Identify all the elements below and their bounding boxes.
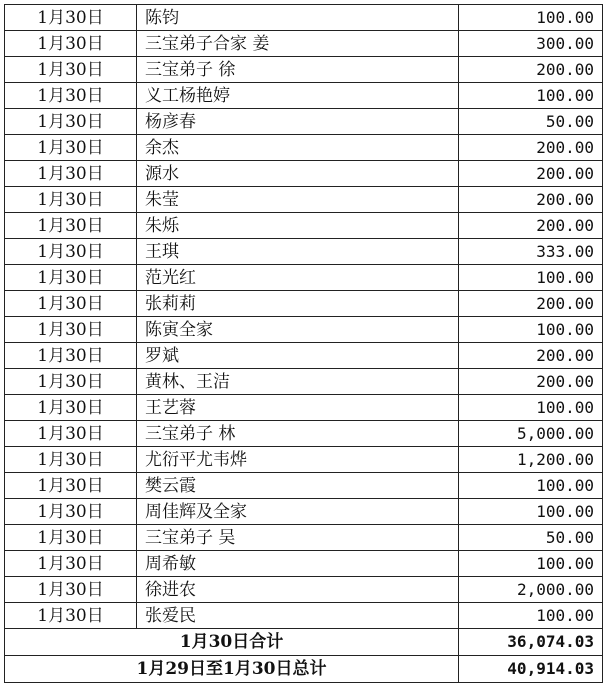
total-amount: 40,914.03 [459, 656, 603, 683]
table-row [5, 5, 603, 31]
table-row [5, 447, 603, 473]
date-cell: 1月30日 [5, 291, 137, 317]
table-row [5, 499, 603, 525]
name-cell: 源水 [137, 161, 459, 187]
amount-cell: 200.00 [459, 291, 603, 317]
date-cell: 1月30日 [5, 135, 137, 161]
table-row [5, 317, 603, 343]
table-row [5, 369, 603, 395]
table-row [5, 265, 603, 291]
date-cell: 1月30日 [5, 395, 137, 421]
ledger-body [5, 5, 603, 683]
name-cell: 三宝弟子 林 [137, 421, 459, 447]
table-row [5, 421, 603, 447]
name-cell: 黄林、王洁 [137, 369, 459, 395]
date-cell: 1月30日 [5, 31, 137, 57]
date-cell: 1月30日 [5, 421, 137, 447]
amount-cell: 200.00 [459, 343, 603, 369]
name-cell: 朱烁 [137, 213, 459, 239]
amount-cell: 100.00 [459, 5, 603, 31]
amount-cell: 300.00 [459, 31, 603, 57]
name-cell: 陈钧 [137, 5, 459, 31]
amount-cell: 5,000.00 [459, 421, 603, 447]
total-amount: 36,074.03 [459, 629, 603, 656]
name-cell: 三宝弟子合家 姜 [137, 31, 459, 57]
amount-cell: 200.00 [459, 187, 603, 213]
total-row [5, 629, 603, 656]
amount-cell: 100.00 [459, 265, 603, 291]
amount-cell: 2,000.00 [459, 577, 603, 603]
table-row [5, 577, 603, 603]
amount-cell: 100.00 [459, 499, 603, 525]
date-cell: 1月30日 [5, 369, 137, 395]
amount-cell: 50.00 [459, 109, 603, 135]
date-cell: 1月30日 [5, 499, 137, 525]
amount-cell: 200.00 [459, 161, 603, 187]
total-label: 1月30日合计 [5, 629, 459, 656]
name-cell: 周希敏 [137, 551, 459, 577]
amount-cell: 100.00 [459, 473, 603, 499]
date-cell: 1月30日 [5, 603, 137, 629]
table-row [5, 213, 603, 239]
donation-ledger-table [4, 4, 603, 683]
name-cell: 朱莹 [137, 187, 459, 213]
name-cell: 王艺蓉 [137, 395, 459, 421]
name-cell: 余杰 [137, 135, 459, 161]
date-cell: 1月30日 [5, 161, 137, 187]
name-cell: 尤衍平尤韦烨 [137, 447, 459, 473]
total-label: 1月29日至1月30日总计 [5, 656, 459, 683]
table-row [5, 31, 603, 57]
date-cell: 1月30日 [5, 239, 137, 265]
date-cell: 1月30日 [5, 109, 137, 135]
amount-cell: 200.00 [459, 135, 603, 161]
amount-cell: 200.00 [459, 213, 603, 239]
date-cell: 1月30日 [5, 187, 137, 213]
table-row [5, 291, 603, 317]
name-cell: 陈寅全家 [137, 317, 459, 343]
table-row [5, 239, 603, 265]
date-cell: 1月30日 [5, 577, 137, 603]
date-cell: 1月30日 [5, 83, 137, 109]
amount-cell: 200.00 [459, 57, 603, 83]
amount-cell: 200.00 [459, 369, 603, 395]
name-cell: 三宝弟子 吴 [137, 525, 459, 551]
name-cell: 范光红 [137, 265, 459, 291]
amount-cell: 50.00 [459, 525, 603, 551]
date-cell: 1月30日 [5, 57, 137, 83]
table-row [5, 551, 603, 577]
table-row [5, 343, 603, 369]
date-cell: 1月30日 [5, 525, 137, 551]
name-cell: 樊云霞 [137, 473, 459, 499]
table-row [5, 135, 603, 161]
name-cell: 张爱民 [137, 603, 459, 629]
name-cell: 罗斌 [137, 343, 459, 369]
date-cell: 1月30日 [5, 473, 137, 499]
amount-cell: 100.00 [459, 317, 603, 343]
name-cell: 义工杨艳婷 [137, 83, 459, 109]
table-row [5, 161, 603, 187]
amount-cell: 1,200.00 [459, 447, 603, 473]
name-cell: 杨彦春 [137, 109, 459, 135]
table-row [5, 395, 603, 421]
table-row [5, 603, 603, 629]
table-row [5, 57, 603, 83]
amount-cell: 100.00 [459, 603, 603, 629]
name-cell: 张莉莉 [137, 291, 459, 317]
table-row [5, 525, 603, 551]
date-cell: 1月30日 [5, 213, 137, 239]
date-cell: 1月30日 [5, 265, 137, 291]
table-row [5, 83, 603, 109]
amount-cell: 100.00 [459, 395, 603, 421]
name-cell: 王琪 [137, 239, 459, 265]
amount-cell: 100.00 [459, 551, 603, 577]
name-cell: 三宝弟子 徐 [137, 57, 459, 83]
date-cell: 1月30日 [5, 317, 137, 343]
date-cell: 1月30日 [5, 447, 137, 473]
date-cell: 1月30日 [5, 343, 137, 369]
table-row [5, 187, 603, 213]
name-cell: 徐进农 [137, 577, 459, 603]
date-cell: 1月30日 [5, 5, 137, 31]
name-cell: 周佳辉及全家 [137, 499, 459, 525]
amount-cell: 333.00 [459, 239, 603, 265]
table-row [5, 109, 603, 135]
total-row [5, 656, 603, 683]
date-cell: 1月30日 [5, 551, 137, 577]
amount-cell: 100.00 [459, 83, 603, 109]
table-row [5, 473, 603, 499]
